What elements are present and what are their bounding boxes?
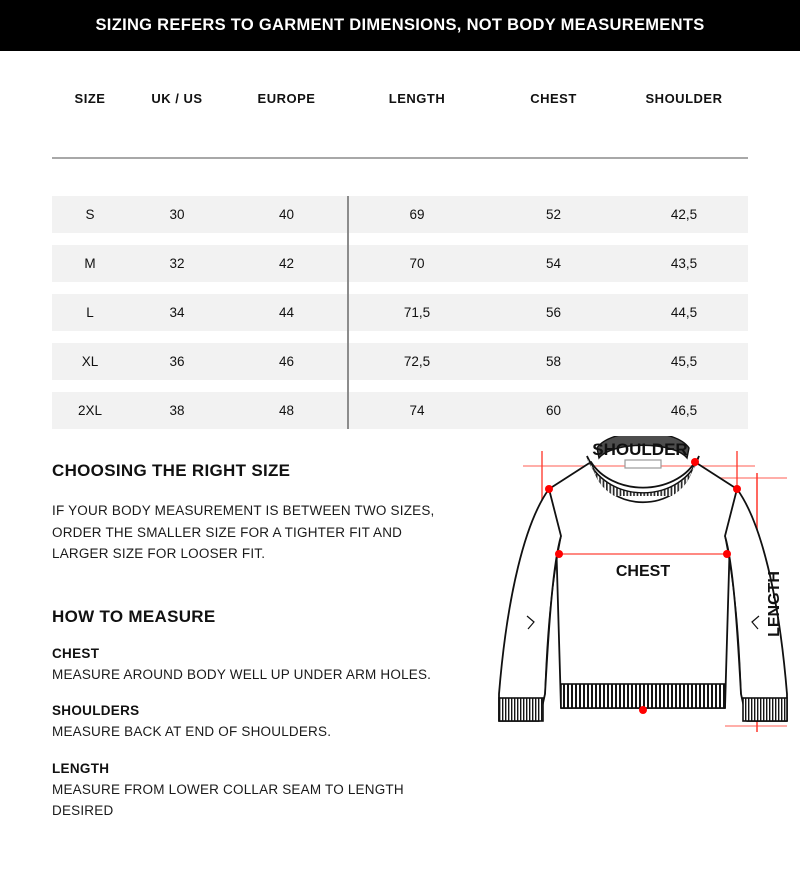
table-row: [52, 245, 748, 282]
diagram-label-shoulder: SHOULDER: [592, 440, 688, 459]
measure-item-length: [52, 761, 482, 822]
body-hem-rib: [561, 684, 725, 708]
cell-size: M: [84, 256, 96, 271]
header-banner: [0, 0, 800, 51]
measure-desc-shoulders: MEASURE BACK AT END OF SHOULDERS.: [52, 724, 332, 739]
table-row: [52, 392, 748, 429]
column-header-europe: EUROPE: [257, 91, 316, 106]
cell-shoulder: 42,5: [670, 207, 698, 222]
measure-desc-chest: MEASURE AROUND BODY WELL UP UNDER ARM HOLES.: [52, 666, 432, 682]
hem-length-point: [639, 706, 647, 714]
choosing-line-3: LARGER SIZE FOR LOOSER FIT.: [52, 546, 266, 561]
cell-chest: 58: [545, 354, 562, 369]
cell-length: 70: [409, 256, 425, 271]
column-header-length: LENGTH: [388, 91, 446, 106]
cell-size: 2XL: [77, 403, 103, 418]
measure-title-shoulders: SHOULDERS: [52, 703, 140, 718]
cell-chest: 60: [545, 403, 562, 418]
instructions-column: [52, 461, 482, 822]
shoulder-point-right: [733, 485, 741, 493]
chest-point-left: [555, 550, 563, 558]
lower-content: [0, 436, 800, 885]
cell-size: XL: [81, 354, 99, 369]
measure-item-shoulders: [52, 703, 482, 743]
measure-title-length: LENGTH: [52, 760, 110, 776]
column-header-chest: CHEST: [530, 91, 577, 106]
measure-desc-length-line-2: DESIRED: [52, 803, 114, 818]
column-header-shoulder: SHOULDER: [645, 91, 723, 106]
measure-item-chest: [52, 646, 482, 686]
table-vertical-divider: [347, 196, 349, 429]
how-to-measure-heading: HOW TO MEASURE: [52, 606, 216, 626]
banner-title: SIZING REFERS TO GARMENT DIMENSIONS, NOT BODY MEASUREMENTS: [95, 16, 705, 34]
cell-chest: 54: [545, 256, 562, 271]
column-header-size: SIZE: [74, 91, 106, 106]
cell-shoulder: 43,5: [670, 256, 698, 271]
diagram-label-chest: CHEST: [615, 563, 671, 580]
cell-length: 69: [409, 207, 425, 222]
diagram-label-length: LENGTH: [766, 571, 783, 637]
cell-uk-us: 32: [169, 256, 185, 271]
table-body: [52, 196, 748, 429]
cell-length: 72,5: [403, 354, 431, 369]
cell-uk-us: 34: [169, 305, 185, 320]
cell-europe: 46: [278, 354, 295, 369]
cell-uk-us: 38: [169, 403, 185, 418]
choosing-size-heading: CHOOSING THE RIGHT SIZE: [52, 461, 291, 480]
cell-uk-us: 36: [169, 354, 185, 369]
size-chart-table: [0, 51, 800, 436]
cell-chest: 56: [545, 305, 562, 320]
measure-title-chest: CHEST: [52, 645, 100, 661]
cell-europe: 44: [278, 305, 295, 320]
cell-shoulder: 46,5: [670, 403, 698, 418]
cell-europe: 40: [278, 207, 295, 222]
cell-uk-us: 30: [169, 207, 185, 222]
cell-size: L: [86, 305, 94, 320]
table-header-row: [52, 91, 748, 121]
cell-europe: 48: [278, 403, 295, 418]
collar-seam-point: [691, 458, 699, 466]
cell-shoulder: 45,5: [670, 354, 698, 369]
measure-desc-length-line-1: MEASURE FROM LOWER COLLAR SEAM TO LENGTH: [52, 781, 404, 797]
shoulder-point-left: [545, 485, 553, 493]
left-cuff-rib: [499, 698, 543, 721]
choosing-line-2: ORDER THE SMALLER SIZE FOR A TIGHTER FIT AND: [52, 524, 403, 540]
right-cuff-rib: [743, 698, 787, 721]
choosing-line-1: IF YOUR BODY MEASUREMENT IS BETWEEN TWO SIZES,: [52, 503, 435, 518]
table-row: [52, 343, 748, 380]
column-header-uk-us: UK / US: [151, 91, 203, 106]
table-row: [52, 196, 748, 233]
cell-europe: 42: [278, 256, 295, 271]
chest-point-right: [723, 550, 731, 558]
cell-length: 71,5: [403, 305, 431, 320]
cell-shoulder: 44,5: [670, 305, 698, 320]
choosing-size-paragraph: [52, 500, 482, 565]
header-divider-rule: [52, 157, 748, 159]
left-sleeve-outline: [499, 489, 561, 721]
cell-chest: 52: [545, 207, 562, 222]
sweater-diagram: [487, 436, 800, 766]
cell-size: S: [85, 207, 95, 222]
neck-label-tag: [625, 460, 661, 468]
table-row: [52, 294, 748, 331]
cell-length: 74: [409, 403, 425, 418]
